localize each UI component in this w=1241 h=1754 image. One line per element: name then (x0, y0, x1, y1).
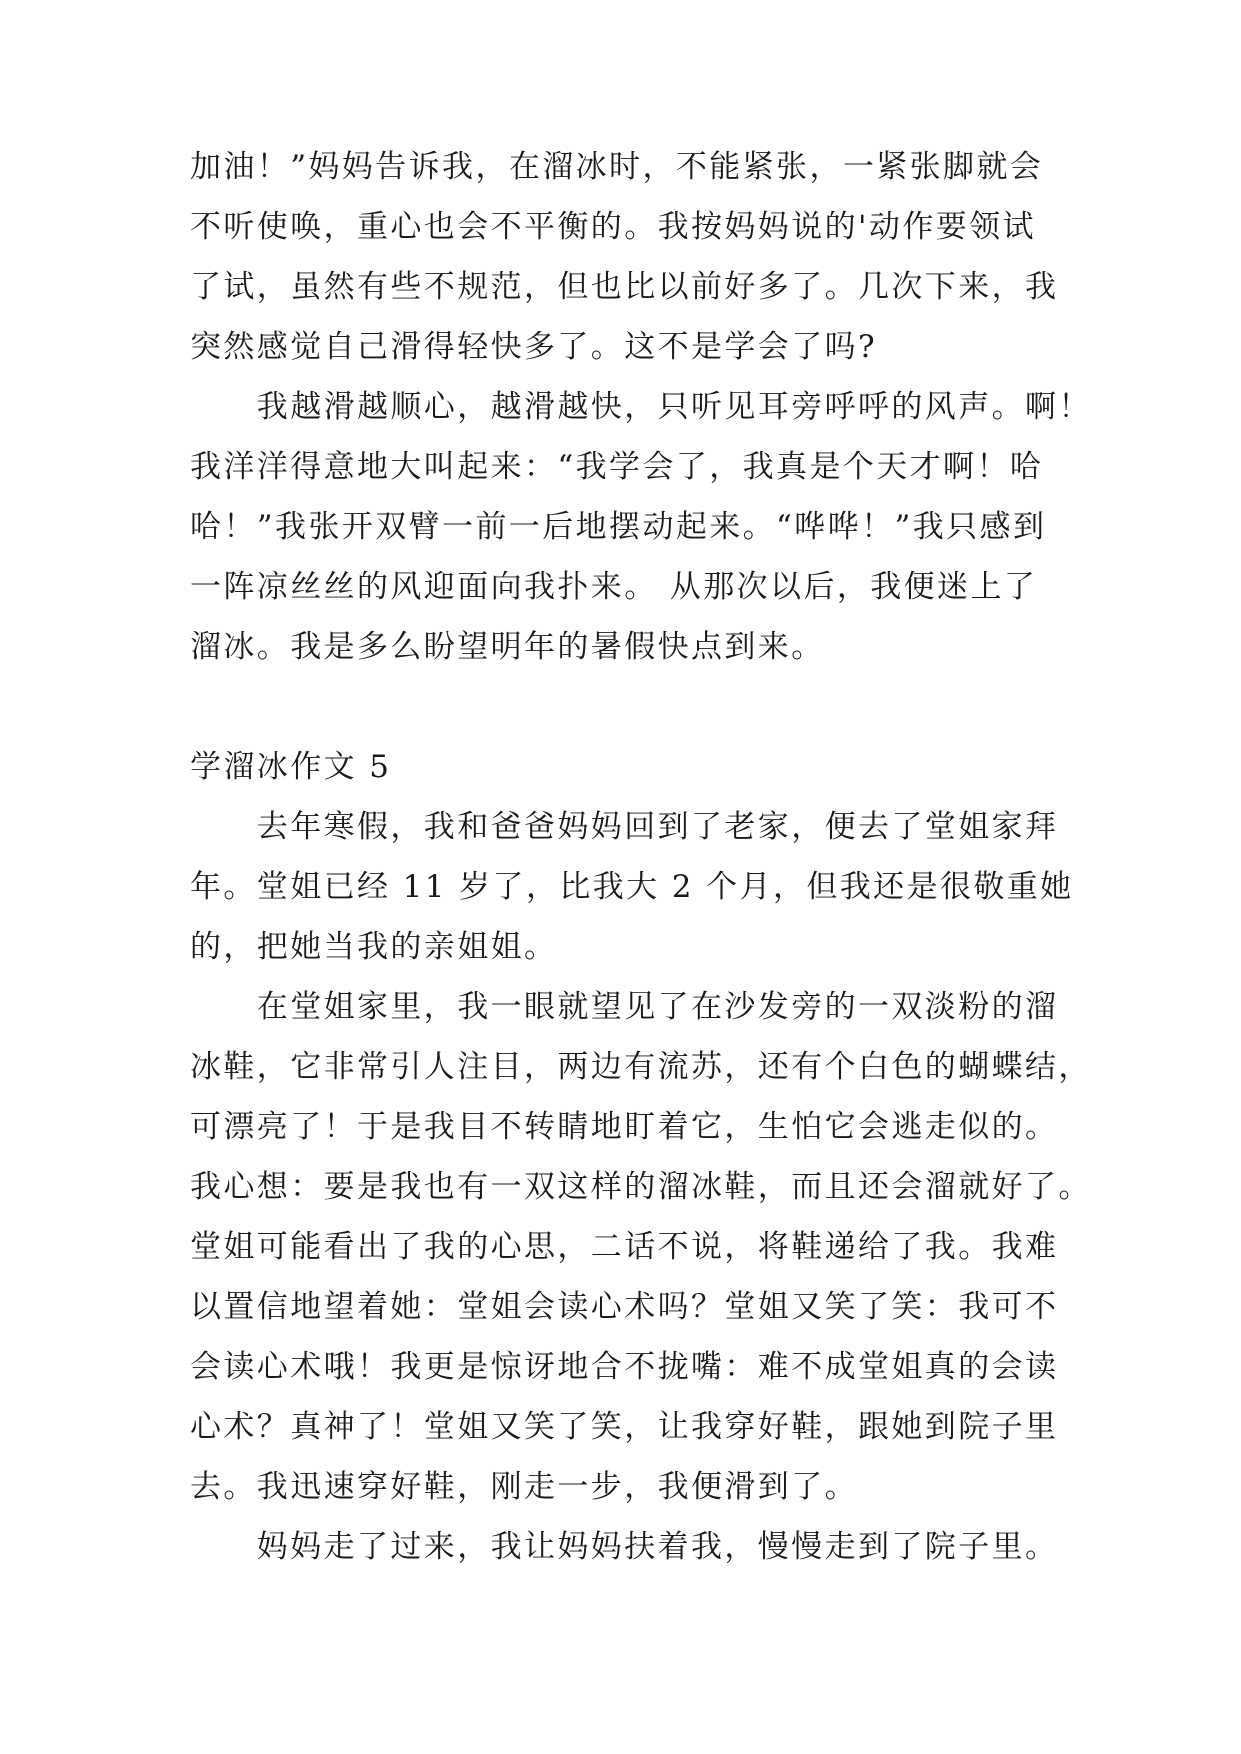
text-line: 哈！”我张开双臂一前一后地摆动起来。“哗哗！”我只感到 (190, 509, 1047, 545)
text-line: 突然感觉自己滑得轻快多了。这不是学会了吗? (190, 329, 878, 365)
text-line: 我洋洋得意地大叫起来：“我学会了，我真是个天才啊！哈 (190, 449, 1044, 485)
text-line: 会读心术哦！我更是惊讶地合不拢嘴：难不成堂姐真的会读 (190, 1349, 1059, 1385)
text-line: 不听使唤，重心也会不平衡的。我按妈妈说的'动作要领试 (190, 209, 1036, 245)
text-line: 可漂亮了！于是我目不转睛地盯着它，生怕它会逃走似的。 (190, 1109, 1059, 1145)
text-line: 一阵凉丝丝的风迎面向我扑来。 从那次以后，我便迷上了 (190, 569, 1038, 605)
text-line: 妈妈走了过来，我让妈妈扶着我，慢慢走到了院子里。 (190, 1529, 1059, 1565)
text-line: 去年寒假，我和爸爸妈妈回到了老家，便去了堂姐家拜 (190, 809, 1059, 845)
text-line: 溜冰。我是多么盼望明年的暑假快点到来。 (190, 629, 825, 665)
text-line: 年。堂姐已经 11 岁了，比我大 2 个月，但我还是很敬重她 (190, 869, 1074, 905)
section-heading: 学溜冰作文 5 (190, 749, 392, 785)
text-line: 了试，虽然有些不规范，但也比以前好多了。几次下来，我 (190, 269, 1059, 305)
text-line: 冰鞋，它非常引人注目，两边有流苏，还有个白色的蝴蝶结， (190, 1049, 1092, 1085)
text-line: 在堂姐家里，我一眼就望见了在沙发旁的一双淡粉的溜 (190, 989, 1059, 1025)
text-line: 去。我迅速穿好鞋，刚走一步，我便滑到了。 (190, 1469, 858, 1505)
text-line: 我越滑越顺心，越滑越快，只听见耳旁呼呼的风声。啊！ (190, 389, 1092, 425)
text-line: 以置信地望着她：堂姐会读心术吗？堂姐又笑了笑：我可不 (190, 1289, 1059, 1325)
text-line: 堂姐可能看出了我的心思，二话不说，将鞋递给了我。我难 (190, 1229, 1059, 1265)
text-line: 加油！”妈妈告诉我，在溜冰时，不能紧张，一紧张脚就会 (190, 149, 1044, 185)
text-line: 我心想：要是我也有一双这样的溜冰鞋，而且还会溜就好了。 (190, 1169, 1092, 1205)
text-line: 心术？真神了！堂姐又笑了笑，让我穿好鞋，跟她到院子里 (190, 1409, 1059, 1445)
text-line: 的，把她当我的亲姐姐。 (190, 929, 558, 965)
